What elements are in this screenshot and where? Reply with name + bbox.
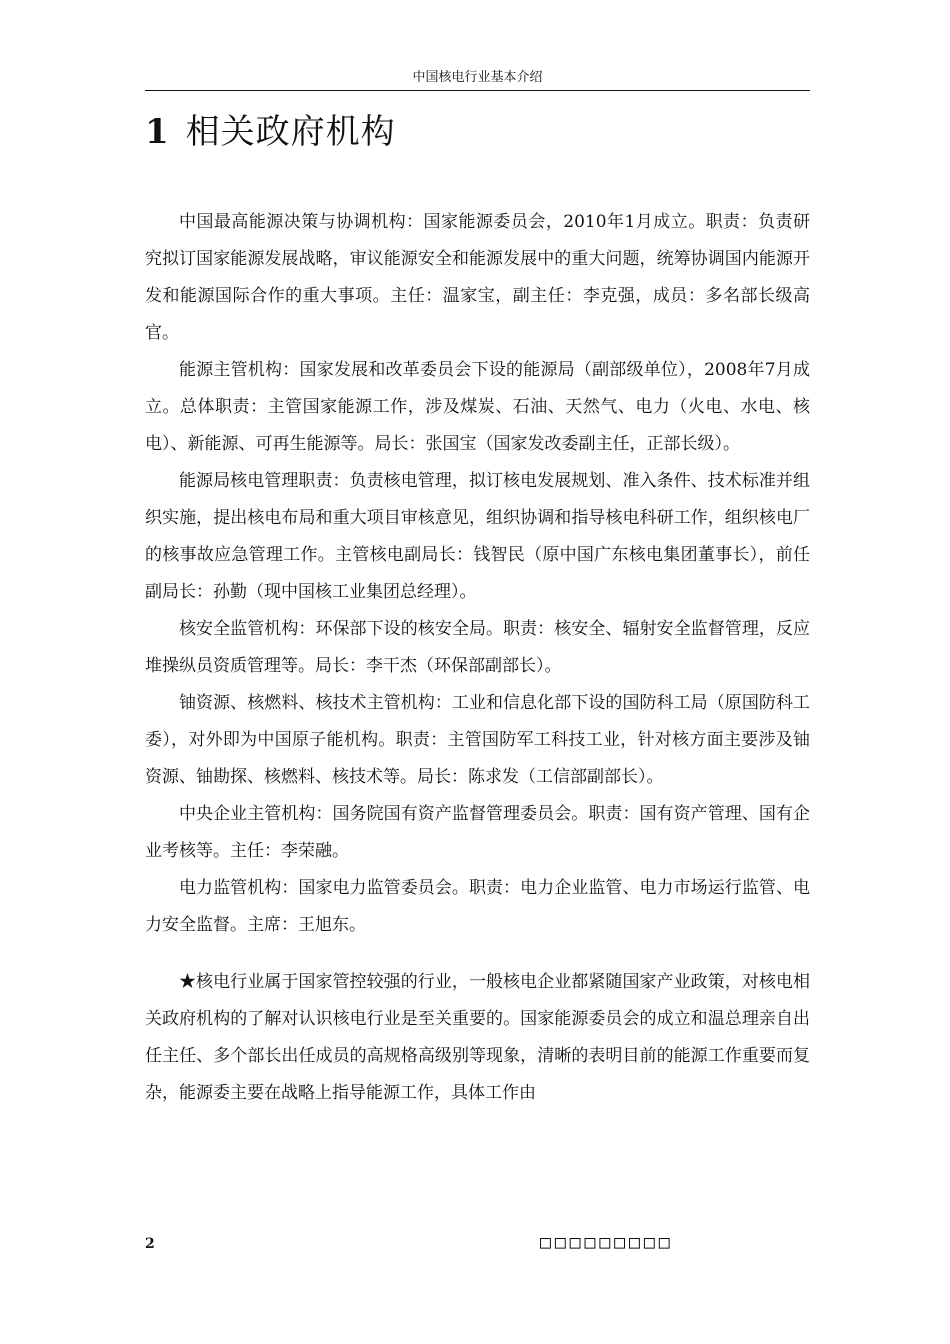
page-header: 中国核电行业基本介绍 bbox=[145, 70, 810, 91]
section-title bbox=[145, 110, 396, 154]
body-text bbox=[145, 204, 810, 1112]
paragraph-highlight-note: ★核电行业属于国家管控较强的行业，一般核电企业都紧随国家产业政策，对核电相关政府机构的了解对认识核电行业是至关重要的。国家能源委员会的成立和温总理亲自出任主任、多个部长出任成员的高规格高级别等现象，清晰的表明目前的能源工作重要而复杂，能源委主要在战略上指导能源工作，具体工作由 bbox=[145, 972, 810, 1103]
paragraph-uranium-authority: 铀资源、核燃料、核技术主管机构：工业和信息化部下设的国防科工局（原国防科工委），对外即为中国原子能机构。职责：主管国防军工科技工业，针对核方面主要涉及铀资源、铀勘探、核燃料、核技术等。局长：陈求发（工信部副部长）。 bbox=[145, 693, 810, 787]
page-footer-text: □□□□□□□□□ bbox=[540, 1232, 674, 1253]
paragraph-electricity-regulator: 电力监管机构：国家电力监管委员会。职责：电力企业监管、电力市场运行监管、电力安全监督。主席：王旭东。 bbox=[145, 878, 810, 935]
paragraph-nuclear-management: 能源局核电管理职责：负责核电管理，拟订核电发展规划、准入条件、技术标准并组织实施，提出核电布局和重大项目审核意见，组织协调和指导核电科研工作，组织核电厂的核事故应急管理工作。主管核电副局长：钱智民（原中国广东核电集团董事长），前任副局长：孙勤（现中国核工业集团总经理）。 bbox=[145, 471, 810, 602]
paragraph-nuclear-safety: 核安全监管机构：环保部下设的核安全局。职责：核安全、辐射安全监督管理，反应堆操纵员资质管理等。局长：李干杰（环保部副部长）。 bbox=[145, 619, 810, 676]
section-title-text: 相关政府机构 bbox=[185, 112, 396, 152]
page-number: 2 bbox=[145, 1236, 155, 1252]
paragraph-energy-bureau: 能源主管机构：国家发展和改革委员会下设的能源局（副部级单位），2008年7月成立。总体职责：主管国家能源工作，涉及煤炭、石油、天然气、电力（火电、水电、核电）、新能源、可再生能源等。局长：张国宝（国家发改委副主任，正部长级）。 bbox=[145, 360, 810, 454]
section-number: 1 bbox=[145, 112, 170, 152]
paragraph-energy-commission: 中国最高能源决策与协调机构：国家能源委员会，2010年1月成立。职责：负责研究拟订国家能源发展战略，审议能源安全和能源发展中的重大问题，统筹协调国内能源开发和能源国际合作的重大事项。主任：温家宝，副主任：李克强，成员：多名部长级高官。 bbox=[145, 212, 810, 343]
paragraph-sasac: 中央企业主管机构：国务院国有资产监督管理委员会。职责：国有资产管理、国有企业考核等。主任：李荣融。 bbox=[145, 804, 810, 861]
